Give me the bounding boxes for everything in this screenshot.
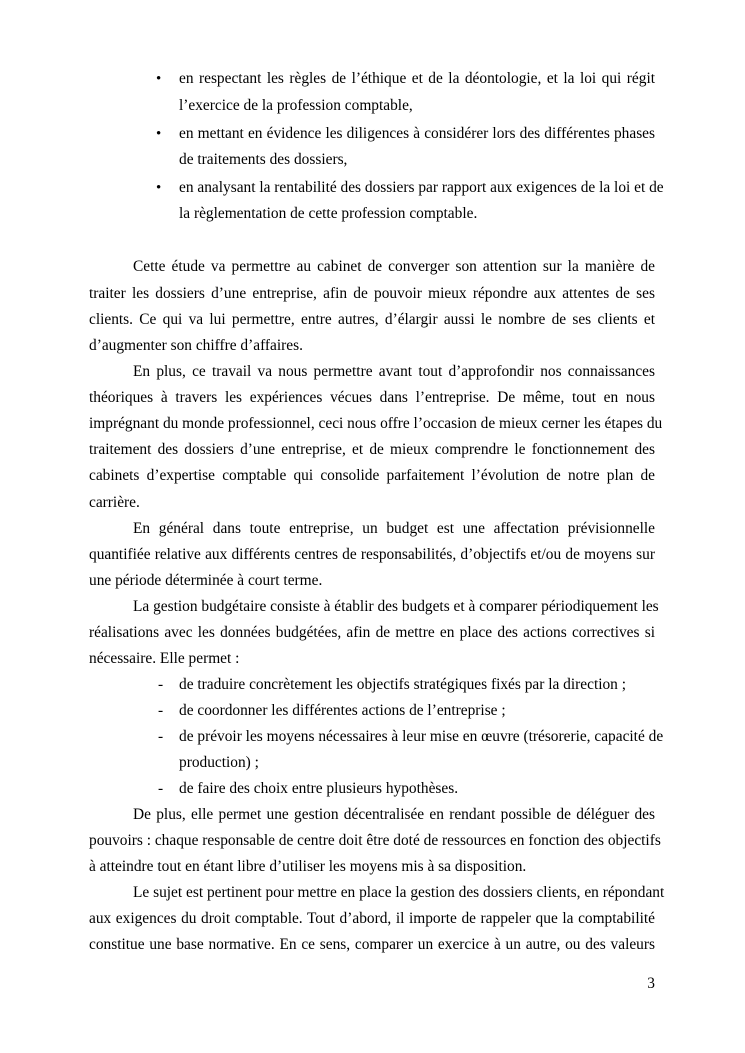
paragraph-6-line-3: constitue une base normative. En ce sens, comparer un exercice à un autre, ou des valeurs (89, 936, 655, 953)
paragraph-6-line-1: Le sujet est pertinent pour mettre en place la gestion des dossiers clients, en répondant (133, 884, 665, 901)
bullet-3-line-2: la règlementation de cette profession comptable. (179, 205, 478, 222)
dash-item-4: de faire des choix entre plusieurs hypothèses. (179, 780, 459, 797)
paragraph-6-line-2: aux exigences du droit comptable. Tout d’abord, il importe de rappeler que la comptabilité (89, 910, 655, 927)
bullet-marker: • (156, 71, 162, 87)
bullet-1-line-1: en respectant les règles de l’éthique et de la déontologie, et la loi qui régit (179, 70, 655, 87)
paragraph-3-line-1: En général dans toute entreprise, un budget est une affectation prévisionnelle (133, 520, 655, 537)
bullet-2-line-2: de traitements des dossiers, (179, 151, 348, 168)
paragraph-5-line-3: à atteindre tout en étant libre d’utiliser les moyens mis à sa disposition. (89, 858, 527, 875)
paragraph-4-line-1: La gestion budgétaire consiste à établir des budgets et à comparer périodiquement les (133, 598, 659, 615)
bullet-1-line-2: l’exercice de la profession comptable, (179, 97, 413, 114)
paragraph-3-line-2: quantifiée relative aux différents centres de responsabilités, d’objectifs et/ou de moyens sur (89, 546, 655, 563)
paragraph-2-line-6: carrière. (89, 494, 140, 511)
paragraph-1-line-2: traiter les dossiers d’une entreprise, afin de pouvoir mieux répondre aux attentes de ses (89, 285, 655, 302)
paragraph-4-line-3: nécessaire. Elle permet : (89, 650, 240, 667)
paragraph-1-line-3: clients. Ce qui va lui permettre, entre autres, d’élargir aussi le nombre de ses clients et (89, 311, 655, 328)
paragraph-2-line-1: En plus, ce travail va nous permettre avant tout d’approfondir nos connaissances (133, 363, 655, 380)
paragraph-5-line-1: De plus, elle permet une gestion décentralisée en rendant possible de déléguer des (133, 806, 655, 823)
bullet-3-line-1: en analysant la rentabilité des dossiers par rapport aux exigences de la loi et de (179, 179, 664, 196)
paragraph-1-line-1: Cette étude va permettre au cabinet de converger son attention sur la manière de (133, 258, 655, 275)
page-number: 3 (647, 975, 655, 992)
bullet-marker: • (156, 180, 162, 196)
paragraph-2-line-2: théoriques à travers les expériences vécues dans l’entreprise. De même, tout en nous (89, 389, 655, 406)
bullet-2-line-1: en mettant en évidence les diligences à considérer lors des différentes phases (179, 125, 655, 142)
dash-item-3-line-1: de prévoir les moyens nécessaires à leur mise en œuvre (trésorerie, capacité de (179, 728, 664, 745)
dash-marker: - (158, 728, 164, 745)
dash-marker: - (158, 780, 164, 797)
paragraph-2-line-5: cabinets d’expertise comptable qui consolide parfaitement l’évolution de notre plan de (89, 467, 655, 484)
paragraph-2-line-3: imprégnant du monde professionnel, ceci nous offre l’occasion de mieux cerner les étapes du (89, 415, 663, 432)
paragraph-3-line-3: une période déterminée à court terme. (89, 572, 323, 589)
paragraph-1-line-4: d’augmenter son chiffre d’affaires. (89, 337, 303, 354)
paragraph-5-line-2: pouvoirs : chaque responsable de centre doit être doté de ressources en fonction des objectifs (89, 832, 661, 849)
dash-item-1: de traduire concrètement les objectifs stratégiques fixés par la direction ; (179, 676, 627, 693)
dash-marker: - (158, 676, 164, 693)
bullet-marker: • (156, 126, 162, 142)
dash-item-3-line-2: production) ; (179, 754, 259, 771)
dash-marker: - (158, 702, 164, 719)
paragraph-4-line-2: réalisations avec les données budgétées, afin de mettre en place des actions correctives si (89, 624, 655, 641)
dash-item-2: de coordonner les différentes actions de l’entreprise ; (179, 702, 506, 719)
paragraph-2-line-4: traitement des dossiers d’une entreprise, et de mieux comprendre le fonctionnement des (89, 441, 655, 458)
